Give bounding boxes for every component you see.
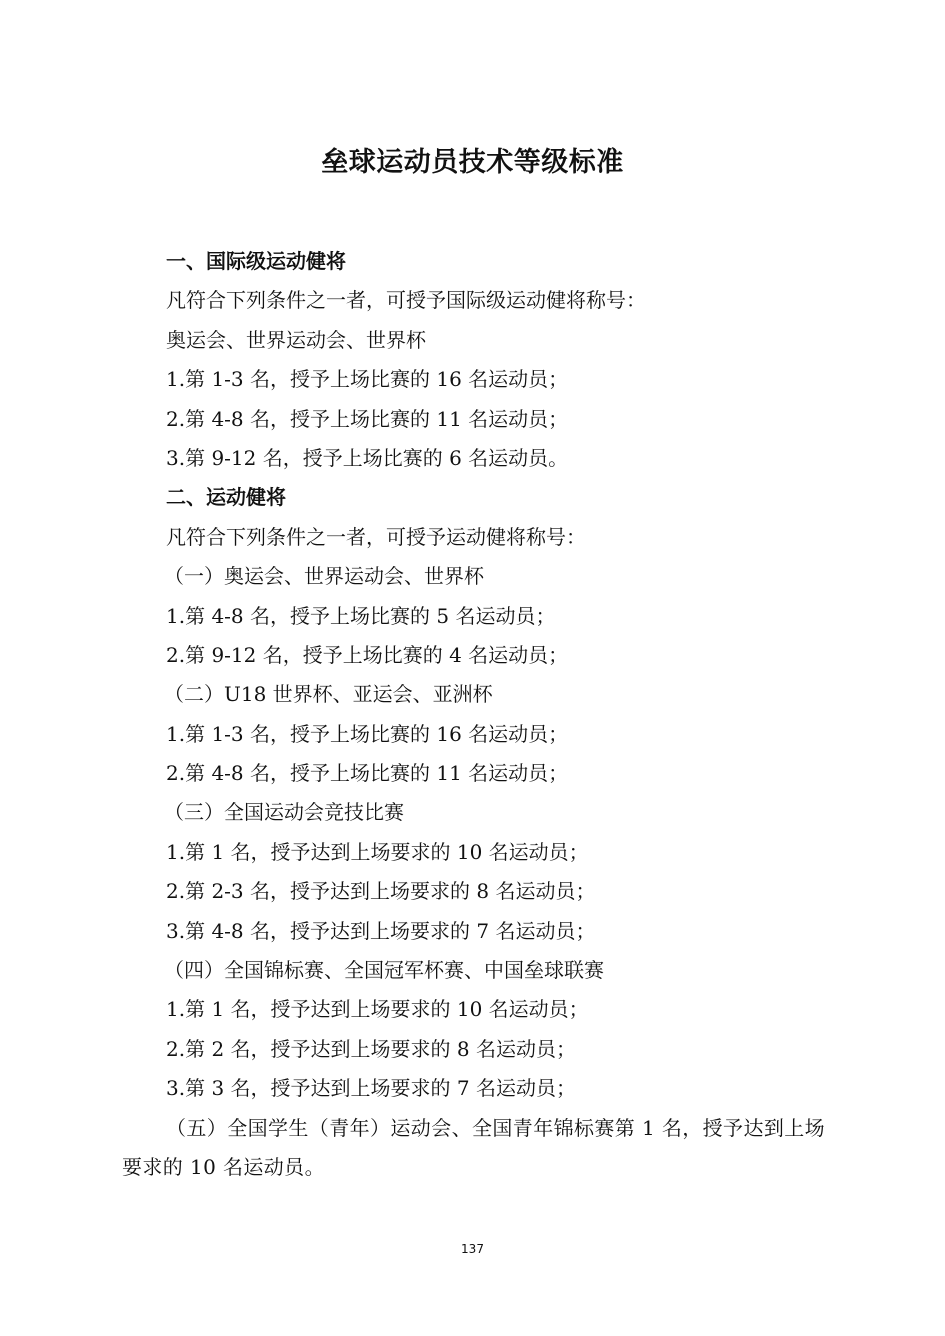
event-list-international: 奥运会、世界运动会、世界杯 bbox=[166, 327, 426, 352]
list-item: 2.第 9-12 名，授予上场比赛的 4 名运动员； bbox=[166, 642, 569, 667]
list-item: 1.第 1 名，授予达到上场要求的 10 名运动员； bbox=[166, 839, 589, 864]
list-item: 3.第 3 名，授予达到上场要求的 7 名运动员； bbox=[166, 1076, 576, 1101]
list-item: 2.第 4-8 名，授予上场比赛的 11 名运动员； bbox=[166, 406, 569, 431]
section-intro-master: 凡符合下列条件之一者，可授予运动健将称号： bbox=[166, 524, 586, 549]
page-number: 137 bbox=[461, 1242, 484, 1256]
group-label-3: （三）全国运动会竞技比赛 bbox=[164, 800, 404, 825]
list-item: 2.第 4-8 名，授予上场比赛的 11 名运动员； bbox=[166, 761, 569, 786]
list-item: 1.第 1-3 名，授予上场比赛的 16 名运动员； bbox=[166, 367, 569, 392]
section-intro-international: 凡符合下列条件之一者，可授予国际级运动健将称号： bbox=[166, 288, 646, 313]
list-item: 3.第 9-12 名，授予上场比赛的 6 名运动员。 bbox=[166, 445, 569, 470]
list-item: 1.第 1-3 名，授予上场比赛的 16 名运动员； bbox=[166, 721, 569, 746]
section-heading-master: 二、运动健将 bbox=[166, 485, 286, 510]
list-item: 1.第 4-8 名，授予上场比赛的 5 名运动员； bbox=[166, 603, 556, 628]
group-5-paragraph: （五）全国学生（青年）运动会、全国青年锦标赛第 1 名，授予达到上场要求的 10 名运动员。 bbox=[122, 1115, 826, 1179]
list-item: 1.第 1 名，授予达到上场要求的 10 名运动员； bbox=[166, 997, 589, 1022]
document-title: 垒球运动员技术等级标准 bbox=[321, 147, 624, 178]
list-item: 2.第 2-3 名，授予达到上场要求的 8 名运动员； bbox=[166, 879, 596, 904]
group-label-4: （四）全国锦标赛、全国冠军杯赛、中国垒球联赛 bbox=[164, 958, 604, 983]
group-label-1: （一）奥运会、世界运动会、世界杯 bbox=[164, 564, 484, 589]
list-item: 2.第 2 名，授予达到上场要求的 8 名运动员； bbox=[166, 1036, 576, 1061]
group-label-2: （二）U18 世界杯、亚运会、亚洲杯 bbox=[164, 682, 493, 707]
section-heading-international: 一、国际级运动健将 bbox=[166, 249, 346, 273]
document-body bbox=[122, 242, 832, 1187]
list-item: 3.第 4-8 名，授予达到上场要求的 7 名运动员； bbox=[166, 918, 596, 943]
